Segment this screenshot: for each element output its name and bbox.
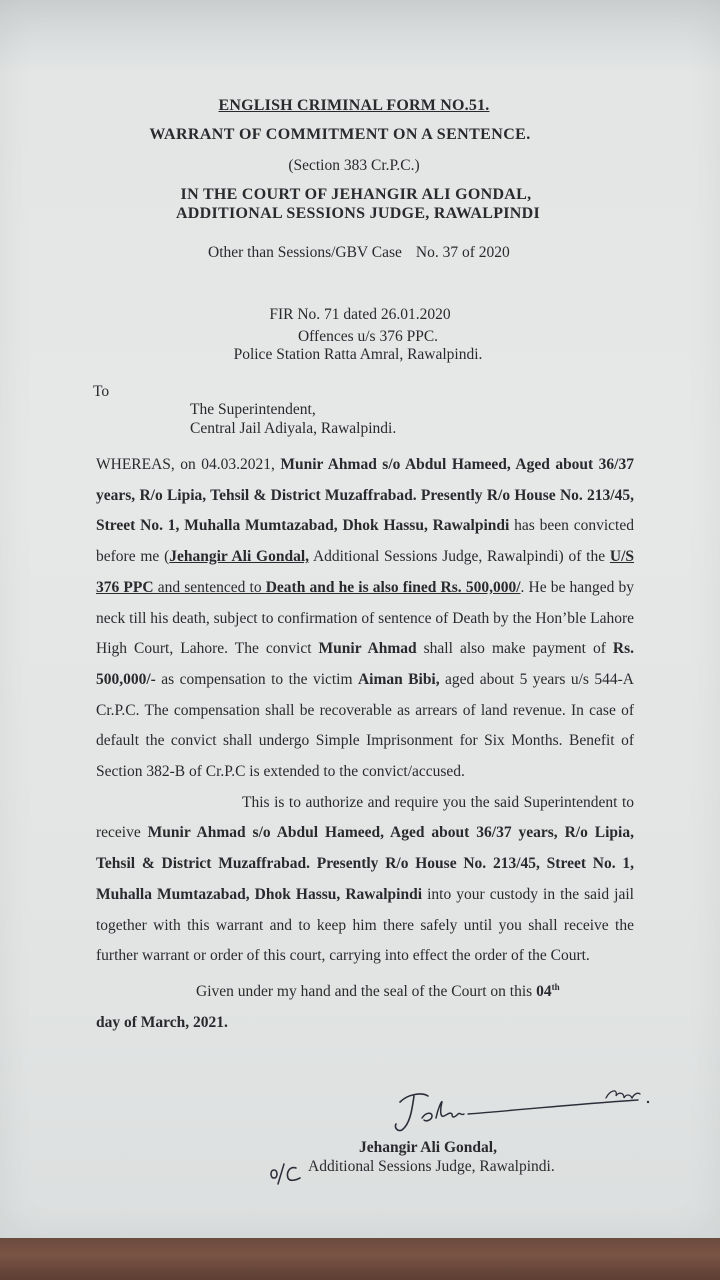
text-run: shall also make payment of: [416, 640, 613, 658]
text-run: WHEREAS, on 04.03.2021,: [96, 456, 281, 473]
text-run: Given under my hand and the seal of the Court on this: [196, 983, 537, 1001]
fir-number: FIR No. 71 dated 26.01.2020: [269, 306, 451, 323]
signatory-name: Jehangir Ali Gondal,: [359, 1139, 497, 1156]
signatory-title: Additional Sessions Judge, Rawalpindi.: [308, 1158, 555, 1175]
case-number: No. 37 of 2020: [415, 244, 510, 261]
paragraph-given: [96, 972, 634, 1039]
convict-name: Munir Ahmad: [318, 640, 417, 658]
compensation-amount: Rs. 500,000/-: [96, 640, 634, 688]
day-number: 04: [536, 983, 552, 1001]
section-reference: (Section 383 Cr.P.C.): [288, 157, 420, 174]
warrant-title: WARRANT OF COMMITMENT ON A SENTENCE.: [149, 126, 531, 143]
warrant-body: [96, 450, 634, 1039]
court-line-1: IN THE COURT OF JEHANGIR ALI GONDAL,: [180, 186, 532, 203]
text-run: and sentenced to: [153, 578, 266, 596]
offence-section: U/S 376 PPC: [96, 548, 634, 596]
victim-name: Aiman Bibi,: [357, 670, 440, 688]
paragraph-authorization: [96, 788, 634, 972]
background-floor: [0, 1238, 720, 1280]
text-run: Additional Sessions Judge, Rawalpindi) of the: [309, 548, 610, 566]
text-run: has been convicted before me (: [96, 517, 634, 566]
sentence: Death and he is also fined Rs. 500,000/: [265, 578, 521, 596]
court-line-2: ADDITIONAL SESSIONS JUDGE, RAWALPINDI: [175, 205, 541, 222]
oc-handwritten-mark: [268, 1150, 308, 1190]
day-suffix: th: [551, 981, 560, 992]
text-run: This is to authorize and require you the said Superintendent to receive: [96, 793, 634, 842]
fir-offences: Offences u/s 376 PPC.: [297, 328, 439, 345]
addressee-line-1: The Superintendent,: [190, 401, 316, 418]
form-title: ENGLISH CRIMINAL FORM NO.51.: [218, 97, 490, 114]
paragraph-conviction: [96, 450, 634, 788]
judge-name: Jehangir Ali Gondal,: [169, 548, 310, 566]
case-label: Other than Sessions/GBV Case: [208, 244, 402, 261]
convict-details: Munir Ahmad s/o Abdul Hameed, Aged about 36/37 years, R/o Lipia, Tehsil & District Muzaffrabad. Presently R/o House No. 213/45, Street No. 1, Muhalla Mumtazabad, Dhok Hassu, Rawalpindi: [96, 456, 634, 535]
convict-details: Munir Ahmad s/o Abdul Hameed, Aged about 36/37 years, R/o Lipia, Tehsil & District Muzaffrabad. Presently R/o House No. 213/45, Street No. 1, Muhalla Mumtazabad, Dhok Hassu, Rawalpindi: [96, 824, 634, 903]
date-line: day of March, 2021.: [96, 1013, 228, 1031]
text-run: as compensation to the victim: [155, 670, 358, 688]
text-run: aged about 5 years u/s 544-A Cr.P.C. The compensation shall be recoverable as arrears of land revenue. In case of default the convict shall undergo Simple Imprisonment for Six Months. Benefit of Section 382-B of Cr.P.C is extended to the convict/accused.: [96, 670, 634, 781]
case-number-line: [208, 244, 510, 262]
handwritten-signature: [388, 1080, 658, 1140]
text-run: into your custody in the said jail together with this warrant and to keep him there safely until you shall receive the further warrant or order of this court, carrying into effect the order of the Court.: [96, 885, 634, 965]
addressee-to: To: [93, 383, 110, 400]
fir-police-station: Police Station Ratta Amral, Rawalpindi.: [233, 346, 483, 363]
addressee-line-2: Central Jail Adiyala, Rawalpindi.: [190, 420, 397, 437]
text-run: . He be hanged by neck till his death, subject to confirmation of sentence of Death by the Hon’ble Lahore High Court, Lahore. The convict: [96, 578, 634, 658]
